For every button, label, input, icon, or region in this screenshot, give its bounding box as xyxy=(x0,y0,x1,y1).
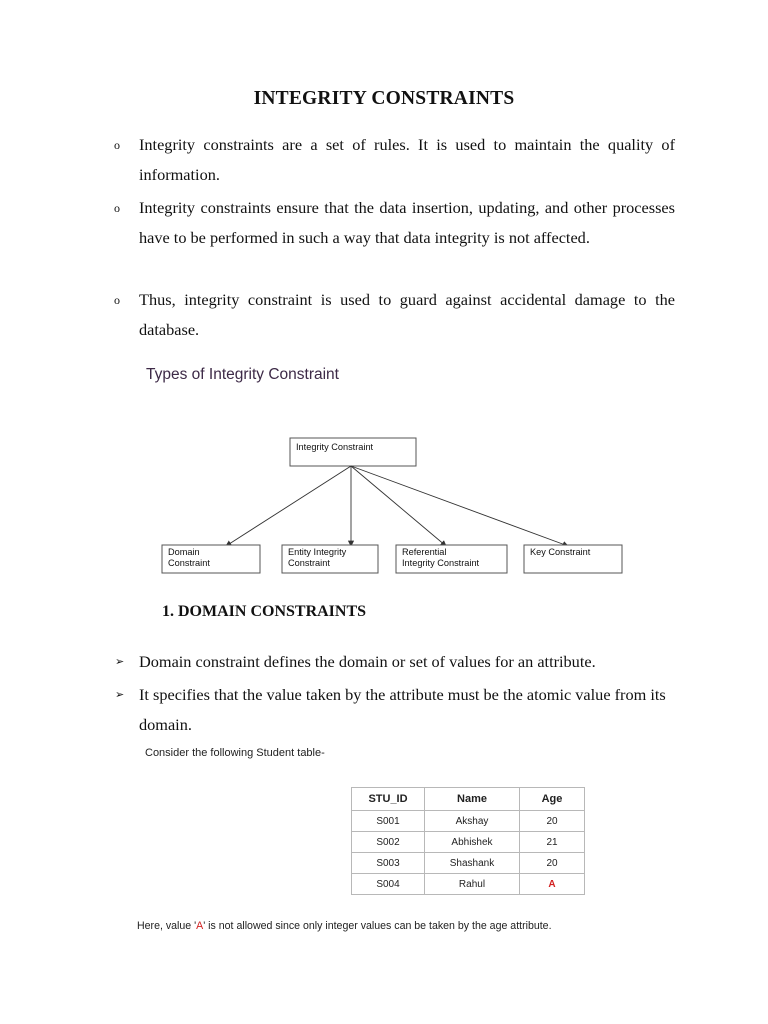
domain-bullet-1 xyxy=(115,647,675,677)
table-cell: Rahul xyxy=(425,874,520,895)
bullet-marker: o xyxy=(114,201,120,215)
table-cell: Shashank xyxy=(425,853,520,874)
table-cell: S002 xyxy=(352,832,425,853)
diagram-root-node xyxy=(290,438,416,466)
table-cell: Akshay xyxy=(425,811,520,832)
note-text-before: Here, value ' xyxy=(137,920,197,932)
table-cell: S003 xyxy=(352,853,425,874)
diagram-arrow xyxy=(226,466,351,546)
invalid-age-cell: A xyxy=(520,874,585,895)
node-label-line: Key Constraint xyxy=(530,547,591,557)
diagram-node-referential-integrity xyxy=(396,545,507,573)
table-header-row xyxy=(352,788,585,811)
table-cell: S001 xyxy=(352,811,425,832)
domain-bullet-2 xyxy=(115,680,675,740)
diagram-node-domain xyxy=(162,545,260,573)
node-label-line: Integrity Constraint xyxy=(402,558,480,568)
table-note xyxy=(137,920,552,932)
table-cell: Abhishek xyxy=(425,832,520,853)
table-intro-text: Consider the following Student table- xyxy=(145,747,325,759)
note-highlight: A xyxy=(196,920,204,932)
note-text-after: ' is not allowed since only integer values can be taken by the age attribute. xyxy=(203,920,552,932)
node-label-line: Referential xyxy=(402,547,447,557)
section-heading: 1. DOMAIN CONSTRAINTS xyxy=(162,603,367,620)
intro-bullet-text: Integrity constraints are a set of rules. It is used to maintain the quality of information. xyxy=(139,135,675,184)
table-row xyxy=(352,874,585,895)
page-title: INTEGRITY CONSTRAINTS xyxy=(253,88,515,109)
node-label-line: Entity Integrity xyxy=(288,547,347,557)
domain-bullet-text: It specifies that the value taken by the attribute must be the atomic value from its domain. xyxy=(139,685,666,734)
table-row xyxy=(352,832,585,853)
node-label-line: Domain xyxy=(168,547,200,557)
diagram-node-entity-integrity xyxy=(282,545,378,573)
diagram-arrow xyxy=(351,466,568,546)
table-cell: 20 xyxy=(520,853,585,874)
table-cell: 20 xyxy=(520,811,585,832)
arrow-bullet-icon: ➢ xyxy=(115,656,125,668)
table-cell: 21 xyxy=(520,832,585,853)
intro-bullet-text: Thus, integrity constraint is used to guard against accidental damage to the database. xyxy=(139,290,675,339)
column-header: Age xyxy=(520,788,585,811)
bullet-marker: o xyxy=(114,293,120,307)
column-header: Name xyxy=(425,788,520,811)
node-label-line: Constraint xyxy=(288,558,330,568)
table-row xyxy=(352,811,585,832)
diagram-node-key-constraint xyxy=(524,545,622,573)
node-label-line: Constraint xyxy=(168,558,210,568)
table-cell: S004 xyxy=(352,874,425,895)
bullet-marker: o xyxy=(114,138,120,152)
column-header: STU_ID xyxy=(352,788,425,811)
types-heading: Types of Integrity Constraint xyxy=(146,366,339,383)
student-table xyxy=(351,787,585,895)
intro-bullet-text: Integrity constraints ensure that the data insertion, updating, and other processes have to be performed in such a way that data integrity is not affected. xyxy=(139,198,675,247)
table-row xyxy=(352,853,585,874)
root-node-label: Integrity Constraint xyxy=(296,442,374,452)
diagram-arrow xyxy=(351,466,446,546)
domain-bullet-text: Domain constraint defines the domain or set of values for an attribute. xyxy=(139,652,596,671)
arrow-bullet-icon: ➢ xyxy=(115,689,125,701)
